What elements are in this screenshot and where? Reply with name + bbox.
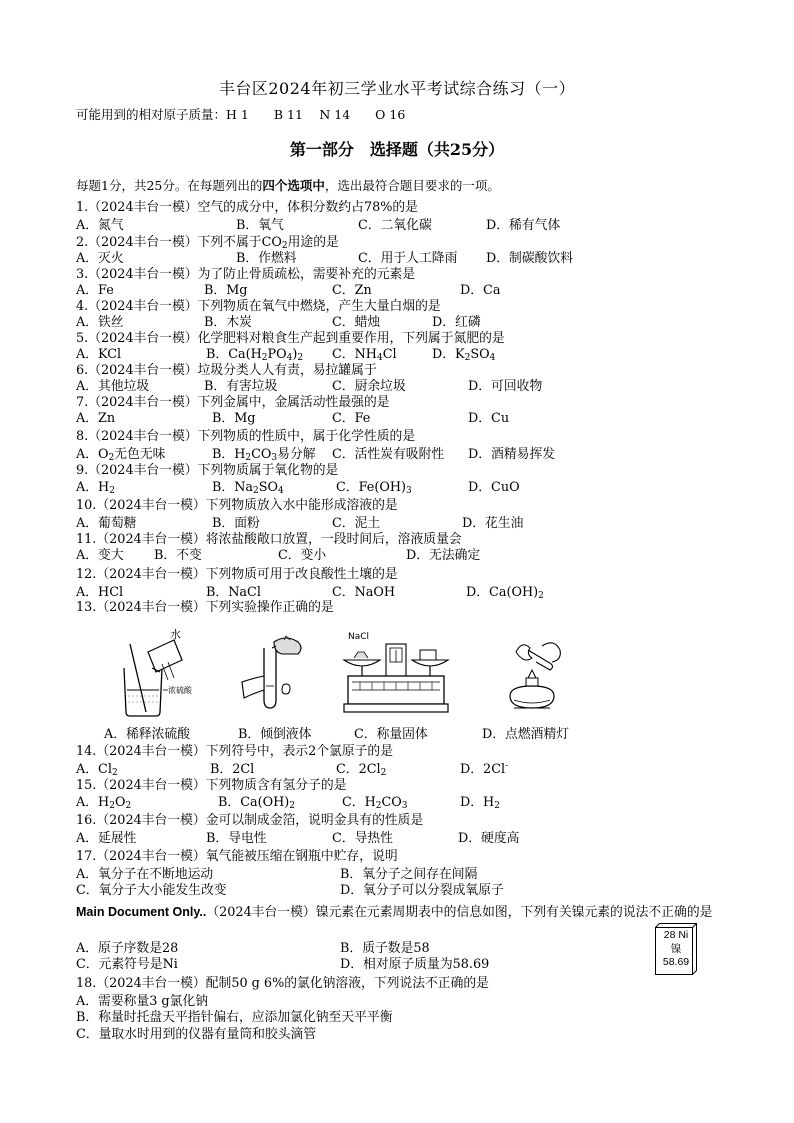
option[interactable]: C．氧分子大小能发生改变 <box>76 883 227 898</box>
question-3-stem: 3.（2024丰台一模）为了防止骨质疏松，需要补充的元素是 <box>76 267 416 282</box>
option[interactable]: B．作燃料 <box>236 251 297 266</box>
question-9-stem: 9.（2024丰台一模）下列物质属于氧化物的是 <box>76 463 339 478</box>
option[interactable]: C．蜡烛 <box>332 315 381 330</box>
option[interactable]: A．变大 <box>76 548 124 563</box>
option[interactable]: D．$Ca(OH)_2$ <box>466 585 544 601</box>
option[interactable]: A．$H_2O_2$ <box>76 795 132 811</box>
option[interactable]: A．Zn <box>76 411 116 426</box>
option[interactable]: D．CuO <box>468 480 520 495</box>
option[interactable]: B．称量时托盘天平指针偏右，应添加氯化钠至天平平衡 <box>76 1010 393 1025</box>
question-12-stem: 12.（2024丰台一模）下列物质可用于改良酸性土壤的是 <box>76 567 398 582</box>
option[interactable]: A．灭火 <box>76 251 124 266</box>
question-nickel-stem: Main Document Only..（2024丰台一模）镍元素在元素周期表中的信息如图，下列有关镍元素的说法不正确的是 <box>76 905 713 920</box>
option[interactable]: C．用于人工降雨 <box>358 251 458 266</box>
question-13-stem: 13.（2024丰台一模）下列实验操作正确的是 <box>76 600 334 615</box>
option[interactable]: D．2Cl- <box>460 761 509 777</box>
option[interactable]: A．铁丝 <box>76 315 124 330</box>
option[interactable]: B．倾倒液体 <box>238 727 312 742</box>
option[interactable]: C．称量固体 <box>354 727 428 742</box>
question-15-stem: 15.（2024丰台一模）下列物质含有氢分子的是 <box>76 778 347 793</box>
option[interactable]: D．点燃酒精灯 <box>482 727 570 742</box>
option[interactable]: B．Mg <box>212 411 256 426</box>
option[interactable]: B．有害垃圾 <box>204 379 278 394</box>
nacl-label: NaCl <box>348 632 370 642</box>
option[interactable]: B．质子数是58 <box>340 941 430 956</box>
dilute-acid-figure <box>116 628 208 718</box>
option[interactable]: D．Ca <box>460 283 501 298</box>
option[interactable]: C．导热性 <box>332 831 393 846</box>
option[interactable]: B．氧气 <box>236 218 284 233</box>
element-number-symbol: 28 Ni <box>663 929 689 941</box>
option[interactable]: B．$H_2CO_3$易分解 <box>212 447 316 463</box>
option[interactable]: A．$Cl_2$ <box>76 762 118 778</box>
option[interactable]: B．$Ca(OH)_2$ <box>218 795 295 811</box>
option[interactable]: D．$H_2$ <box>460 795 500 811</box>
option[interactable]: D．Cu <box>468 411 510 426</box>
balance-figure <box>340 628 452 718</box>
option[interactable]: A．氮气 <box>76 218 124 233</box>
option[interactable]: B．导电性 <box>206 831 267 846</box>
option[interactable]: A．HCl <box>76 585 124 600</box>
option[interactable]: D．硬度高 <box>458 831 520 846</box>
option[interactable]: C．$2Cl_2$ <box>336 762 387 778</box>
option[interactable]: B．不变 <box>154 548 202 563</box>
acid-label: 浓硫酸 <box>168 686 192 695</box>
option[interactable]: B．面粉 <box>212 516 260 531</box>
option[interactable]: B．2Cl <box>210 762 255 777</box>
question-5-stem: 5.（2024丰台一模）化学肥料对粮食生产起到重要作用，下列属于氮肥的是 <box>76 331 505 346</box>
option[interactable]: C．$Fe(OH)_3$ <box>336 480 412 496</box>
option[interactable]: C．元素符号是Ni <box>76 957 178 972</box>
option[interactable]: A．$O_2$无色无味 <box>76 447 166 463</box>
question-6-stem: 6.（2024丰台一模）垃圾分类人人有责，易拉罐属于 <box>76 363 377 378</box>
option[interactable]: A．其他垃圾 <box>76 379 150 394</box>
option[interactable]: D．酒精易挥发 <box>468 447 556 462</box>
question-11-stem: 11.（2024丰台一模）将浓盐酸敞口放置，一段时间后，溶液质量会 <box>76 532 462 547</box>
element-mass: 58.69 <box>662 956 690 968</box>
question-10-stem: 10.（2024丰台一模）下列物质放入水中能形成溶液的是 <box>76 498 398 513</box>
pour-liquid-figure <box>234 628 312 718</box>
option[interactable]: C．$NH_4Cl$ <box>332 347 397 363</box>
option[interactable]: D．制碳酸饮料 <box>486 251 574 266</box>
option[interactable]: B．NaCl <box>206 585 261 600</box>
option[interactable]: B．氧分子之间存在间隔 <box>340 867 478 882</box>
option[interactable]: C．Zn <box>332 283 372 298</box>
question-2-stem: 2.（2024丰台一模）下列不属于$CO_2$用途的是 <box>76 235 339 251</box>
option[interactable]: A．氧分子在不断地运动 <box>76 867 214 882</box>
question-16-stem: 16.（2024丰台一模）金可以制成金箔，说明金具有的性质是 <box>76 813 424 828</box>
alcohol-lamp-figure <box>500 636 570 718</box>
option[interactable]: D．无法确定 <box>406 548 481 563</box>
relative-atomic-masses: 可能用到的相对原子质量：H 1 B 11 N 14 O 16 <box>76 107 406 122</box>
section-instructions: 每题1分，共25分。在每题列出的四个选项中，选出最符合题目要求的一项。 <box>76 178 500 193</box>
option[interactable]: D．可回收物 <box>468 379 543 394</box>
section-title: 第一部分 选择题（共25分） <box>289 140 505 159</box>
option[interactable]: D．稀有气体 <box>486 218 561 233</box>
option[interactable]: A．$H_2$ <box>76 480 115 496</box>
option[interactable]: A．原子序数是28 <box>76 941 179 956</box>
option[interactable]: C．活性炭有吸附性 <box>332 447 445 462</box>
question-14-stem: 14.（2024丰台一模）下列符号中，表示2个氯原子的是 <box>76 744 394 759</box>
question-17-stem: 17.（2024丰台一模）氧气能被压缩在钢瓶中贮存，说明 <box>76 849 398 864</box>
page-title: 丰台区2024年初三学业水平考试综合练习（一） <box>218 79 576 98</box>
option[interactable]: A．Fe <box>76 283 114 298</box>
option[interactable]: B．木炭 <box>204 315 252 330</box>
option[interactable]: C．NaOH <box>332 585 396 600</box>
option[interactable]: D．氧分子可以分裂成氧原子 <box>340 883 504 898</box>
question-7-stem: 7.（2024丰台一模）下列金属中，金属活动性最强的是 <box>76 395 390 410</box>
option[interactable]: C．$H_2CO_3$ <box>342 795 408 811</box>
option[interactable]: D．$K_2SO_4$ <box>432 347 496 363</box>
question-18-stem: 18.（2024丰台一模）配制50 g 6%的氯化钠溶液，下列说法不正确的是 <box>76 976 489 991</box>
option[interactable]: A．需要称量3 g氯化钠 <box>76 994 209 1009</box>
element-name: 镍 <box>670 942 682 955</box>
option[interactable]: C．厨余垃圾 <box>332 379 406 394</box>
option[interactable]: C．泥土 <box>332 516 381 531</box>
option[interactable]: A．葡萄糖 <box>76 516 137 531</box>
option[interactable]: D．花生油 <box>462 516 524 531</box>
option[interactable]: A．稀释浓硫酸 <box>104 727 191 742</box>
nickel-element-tile <box>655 929 697 970</box>
option[interactable]: C．Fe <box>332 411 371 426</box>
option[interactable]: C．变小 <box>278 548 327 563</box>
question-4-stem: 4.（2024丰台一模）下列物质在氧气中燃烧，产生大量白烟的是 <box>76 299 441 314</box>
option[interactable]: D．相对原子质量为58.69 <box>340 957 490 972</box>
water-label: 水 <box>170 628 181 641</box>
option[interactable]: A．延展性 <box>76 831 137 846</box>
option[interactable]: B．$Na_2SO_4$ <box>212 480 284 496</box>
option[interactable]: A．KCl <box>76 347 122 362</box>
option[interactable]: B．$Ca(H_2PO_4)_2$ <box>206 347 304 363</box>
option[interactable]: C．量取水时用到的仪器有量筒和胶头滴管 <box>76 1027 317 1042</box>
question-8-stem: 8.（2024丰台一模）下列物质的性质中，属于化学性质的是 <box>76 429 416 444</box>
option[interactable]: C．二氧化碳 <box>358 218 432 233</box>
option[interactable]: B．Mg <box>204 283 248 298</box>
option[interactable]: D．红磷 <box>432 315 481 330</box>
question-1-stem: 1.（2024丰台一模）空气的成分中，体积分数约占78%的是 <box>76 200 418 215</box>
